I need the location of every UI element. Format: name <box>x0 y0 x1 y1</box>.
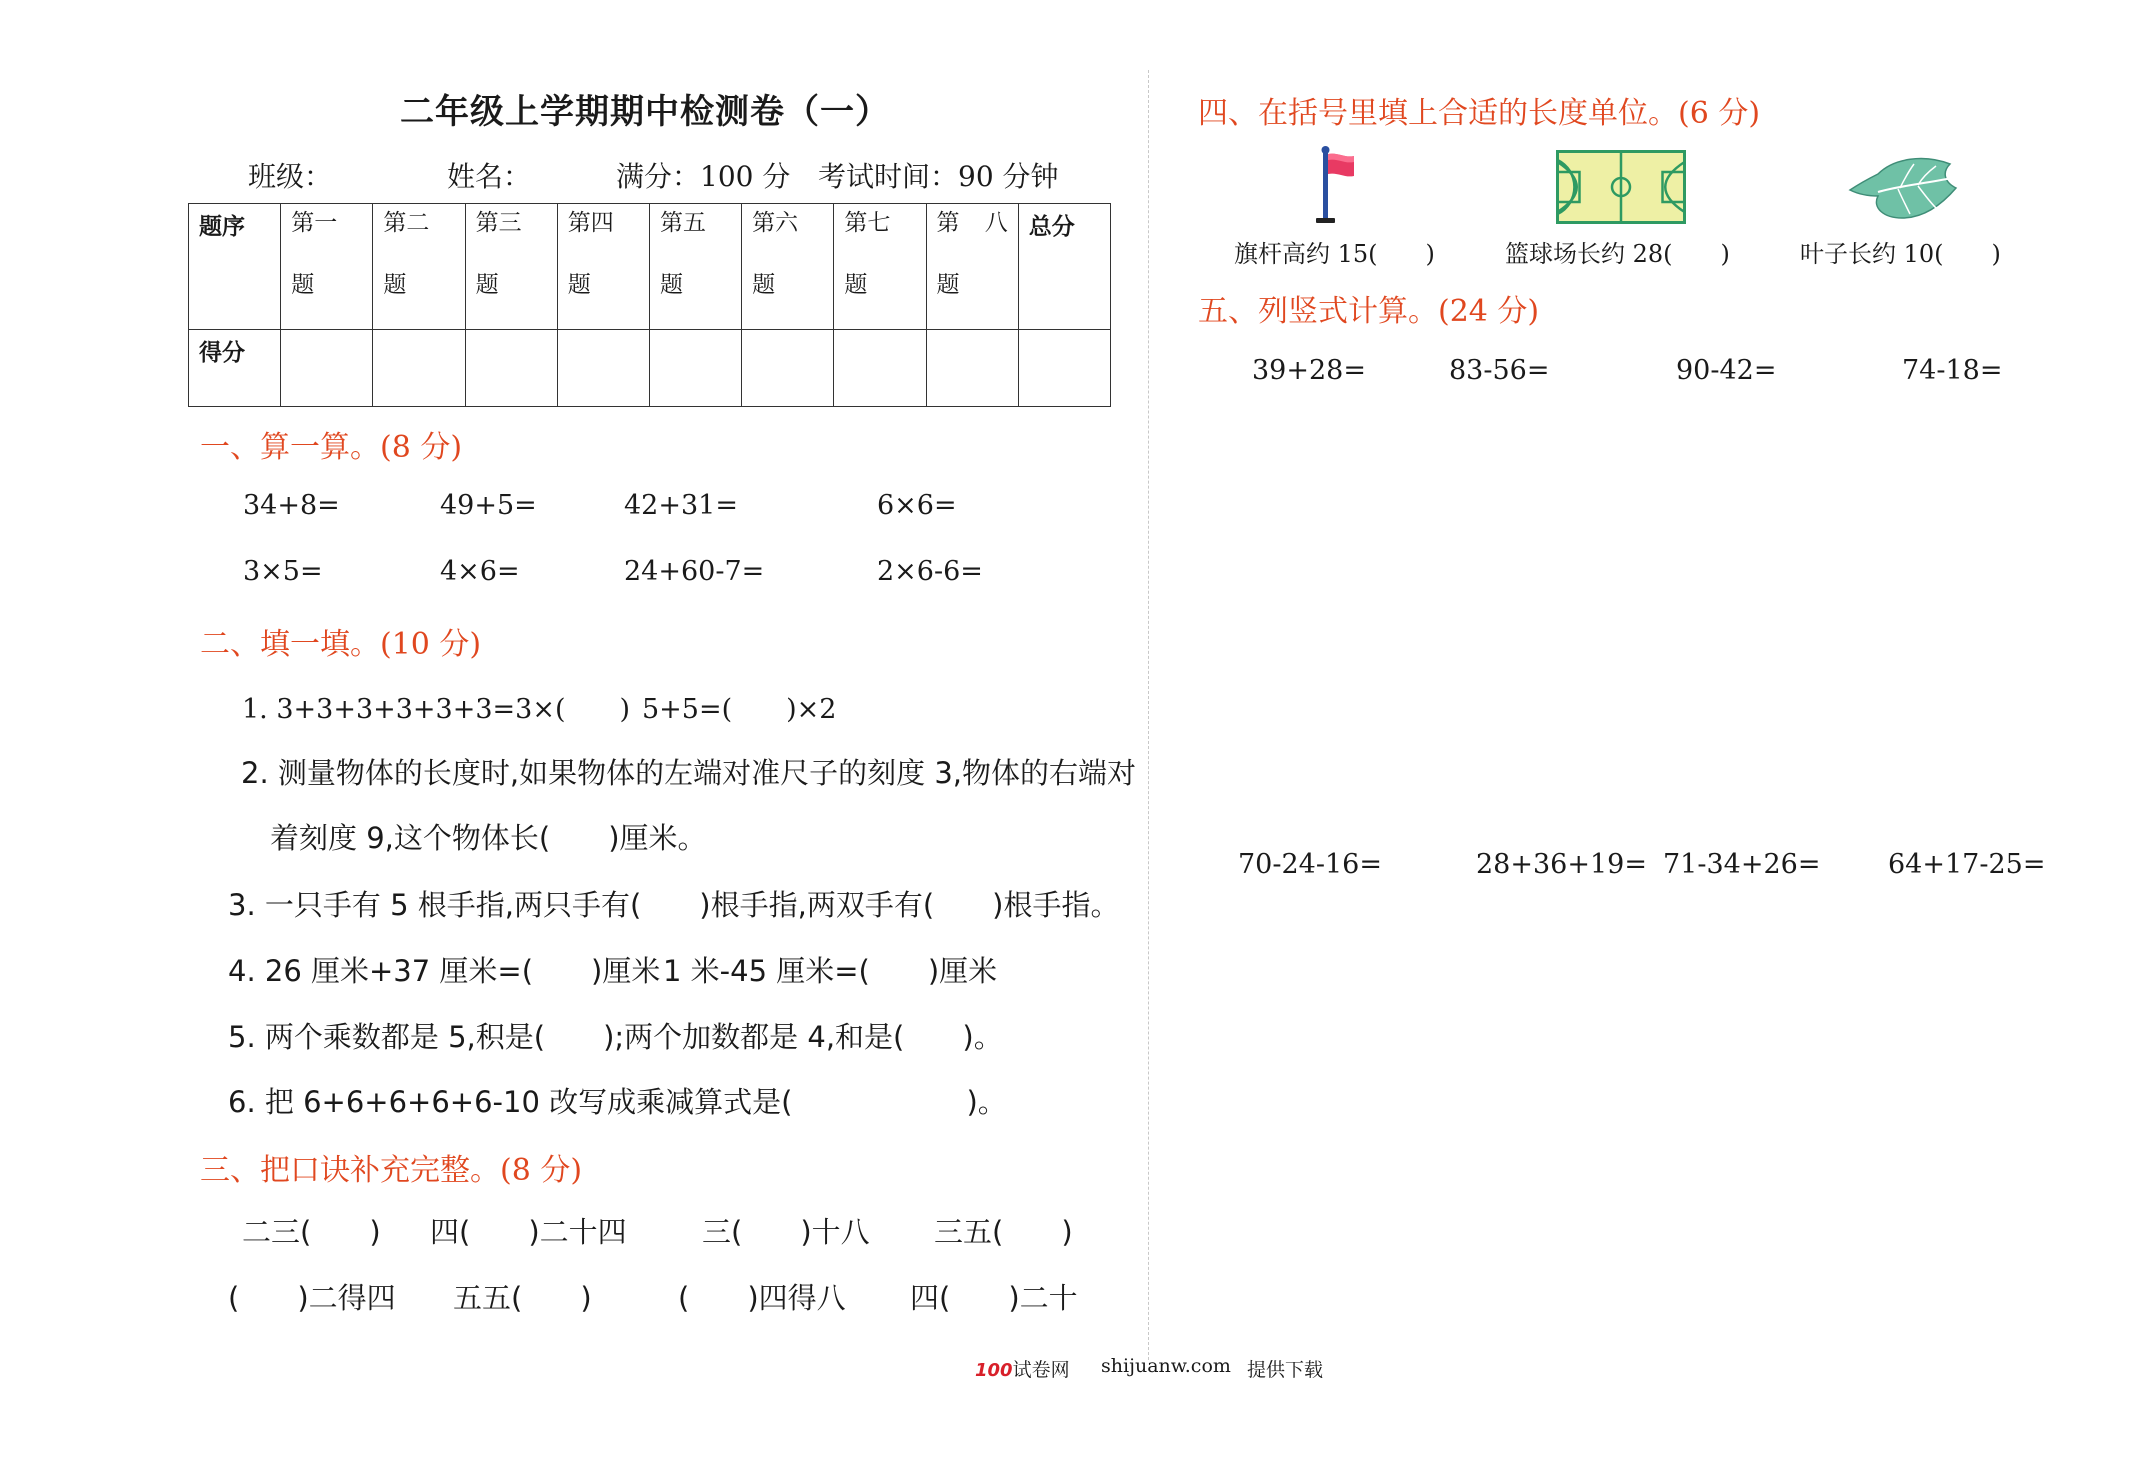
rhyme-item: 五五( ) <box>453 1281 592 1315</box>
fill-q6: 6. 把 6+6+6+6+6-10 改写成乘减算式是( )。 <box>228 1085 1007 1119</box>
question-cell-5: 第五 题 <box>649 204 741 330</box>
section5-title: 五、列竖式计算。(24 分) <box>1198 294 1540 329</box>
section3-title: 三、把口诀补充完整。(8 分) <box>200 1153 583 1188</box>
calc-item: 2×6-6= <box>877 556 983 587</box>
question-cell-1: 第一 题 <box>281 204 373 330</box>
fill-q2-line1: 2. 测量物体的长度时,如果物体的左端对准尺子的刻度 3,物体的右端对 <box>241 756 1136 790</box>
question-cell-6: 第六 题 <box>742 204 834 330</box>
page-title: 二年级上学期期中检测卷（一） <box>400 92 890 132</box>
calc-item: 3×5= <box>243 556 323 587</box>
score-cell[interactable] <box>834 330 926 407</box>
score-table-score-row <box>189 330 1111 407</box>
calc-item: 42+31= <box>624 490 738 521</box>
rhyme-item: 四( )二十 <box>910 1281 1078 1315</box>
leaf-caption: 叶子长约 10( ) <box>1800 240 2001 268</box>
site-logo: 100 <box>975 1360 1013 1381</box>
section4-title: 四、在括号里填上合适的长度单位。(6 分) <box>1198 96 1761 131</box>
total-score-cell[interactable] <box>1018 330 1110 407</box>
vertical-calc-item: 83-56= <box>1449 355 1550 386</box>
rhyme-item: ( )二得四 <box>228 1281 396 1315</box>
column-divider <box>1148 70 1149 1360</box>
score-cell[interactable] <box>742 330 834 407</box>
vertical-calc-item: 74-18= <box>1902 355 2003 386</box>
fill-q4b: 1 米-45 厘米=( )厘米 <box>663 954 998 988</box>
exam-time: 考试时间：90 分钟 <box>818 160 1059 193</box>
flagpole-caption: 旗杆高约 15( ) <box>1234 240 1435 268</box>
score-cell[interactable] <box>557 330 649 407</box>
score-cell[interactable] <box>373 330 465 407</box>
footer-brand <box>975 1355 1070 1382</box>
vertical-calc-item: 70-24-16= <box>1238 849 1382 880</box>
row-label-score: 得分 <box>189 330 281 407</box>
site-name: 试卷网 <box>1012 1359 1070 1381</box>
rhyme-item: 三( )十八 <box>702 1215 870 1249</box>
basketball-court-icon <box>1556 150 1686 224</box>
vertical-calc-item: 90-42= <box>1676 355 1777 386</box>
row-label-question: 题序 <box>189 204 281 330</box>
question-cell-8: 第 八 题 <box>926 204 1018 330</box>
fill-q4a: 4. 26 厘米+37 厘米=( )厘米 <box>228 954 661 988</box>
question-cell-7: 第七 题 <box>834 204 926 330</box>
class-label: 班级： <box>248 160 333 193</box>
footer-url[interactable]: shijuanw.com <box>1101 1355 1231 1377</box>
court-caption: 篮球场长约 28( ) <box>1505 240 1730 268</box>
question-cell-3: 第三 题 <box>465 204 557 330</box>
section2-title: 二、填一填。(10 分) <box>200 627 482 662</box>
calc-item: 34+8= <box>243 490 340 521</box>
name-label: 姓名： <box>447 160 532 193</box>
flagpole-icon <box>1310 146 1360 224</box>
fill-q1a: 1. 3+3+3+3+3+3=3×( ) <box>242 694 631 725</box>
score-cell[interactable] <box>926 330 1018 407</box>
score-cell[interactable] <box>281 330 373 407</box>
fill-q1b: 5+5=( )×2 <box>642 694 837 725</box>
total-label: 总分 <box>1018 204 1110 330</box>
fill-q3: 3. 一只手有 5 根手指,两只手有( )根手指,两双手有( )根手指。 <box>228 888 1120 922</box>
score-table-header-row <box>189 204 1111 330</box>
calc-item: 6×6= <box>877 490 957 521</box>
question-cell-2: 第二 题 <box>373 204 465 330</box>
vertical-calc-item: 64+17-25= <box>1888 849 2046 880</box>
leaf-icon <box>1848 152 1960 222</box>
fill-q2-line2: 着刻度 9,这个物体长( )厘米。 <box>270 821 707 855</box>
full-score: 满分：100 分 <box>616 160 791 193</box>
calc-item: 4×6= <box>440 556 520 587</box>
calc-item: 49+5= <box>440 490 537 521</box>
rhyme-item: 三五( ) <box>934 1215 1073 1249</box>
rhyme-item: 四( )二十四 <box>430 1215 627 1249</box>
vertical-calc-item: 71-34+26= <box>1663 849 1821 880</box>
calc-item: 24+60-7= <box>624 556 765 587</box>
footer-note: 提供下载 <box>1247 1359 1324 1381</box>
vertical-calc-item: 28+36+19= <box>1476 849 1647 880</box>
vertical-calc-item: 39+28= <box>1252 355 1366 386</box>
fill-q5: 5. 两个乘数都是 5,积是( );两个加数都是 4,和是( )。 <box>228 1020 1003 1054</box>
question-cell-4: 第四 题 <box>557 204 649 330</box>
rhyme-item: 二三( ) <box>242 1215 381 1249</box>
section1-title: 一、算一算。(8 分) <box>200 430 463 465</box>
score-cell[interactable] <box>465 330 557 407</box>
score-table <box>188 203 1111 407</box>
score-cell[interactable] <box>649 330 741 407</box>
rhyme-item: ( )四得八 <box>678 1281 846 1315</box>
